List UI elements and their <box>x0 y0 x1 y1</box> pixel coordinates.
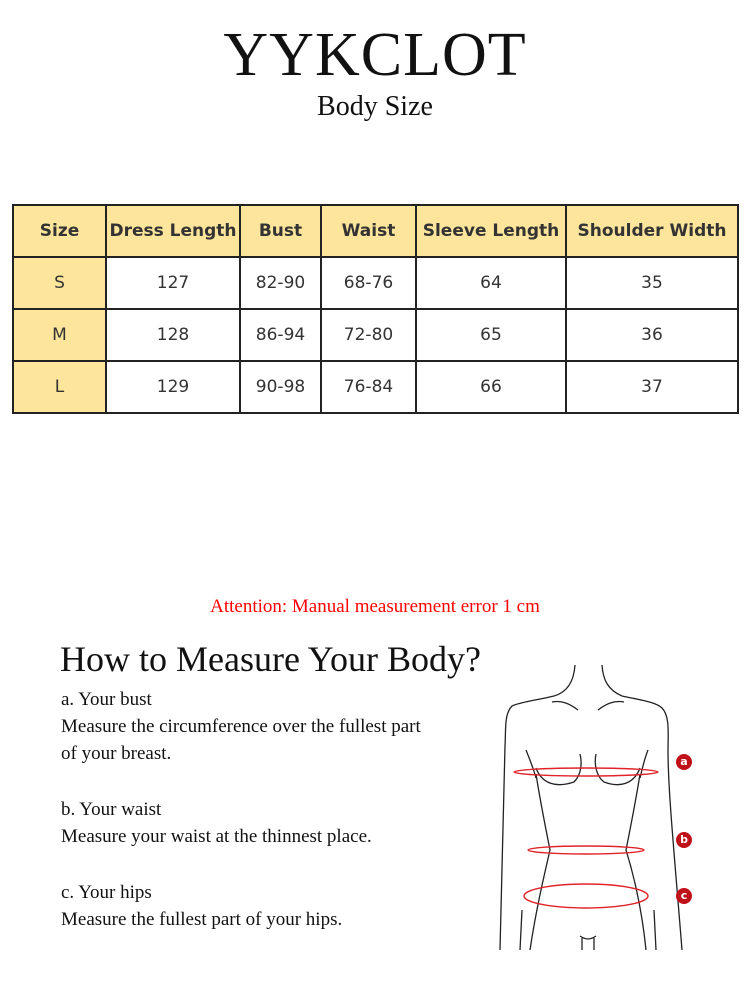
attention-note: Attention: Manual measurement error 1 cm <box>210 596 540 617</box>
hips-heading: c. Your hips <box>61 882 152 903</box>
column-header-size: Size <box>13 205 106 257</box>
bust-value: 82-90 <box>240 257 321 309</box>
column-header-shoulder-width: Shoulder Width <box>566 205 738 257</box>
bust-value: 86-94 <box>240 309 321 361</box>
body-measurement-figure <box>490 650 710 960</box>
bust-heading: a. Your bust <box>61 689 152 710</box>
bust-value: 90-98 <box>240 361 321 413</box>
column-header-sleeve-length: Sleeve Length <box>416 205 566 257</box>
table-row <box>13 257 738 309</box>
hips-instruction: Measure the fullest part of your hips. <box>61 909 343 930</box>
marker-c-icon: c <box>676 888 692 904</box>
table-header-row <box>13 205 738 257</box>
marker-b-icon: b <box>676 832 692 848</box>
dress-length-value: 128 <box>106 309 240 361</box>
column-header-waist: Waist <box>321 205 416 257</box>
table-row <box>13 309 738 361</box>
page-subtitle: Body Size <box>317 91 433 122</box>
waist-heading: b. Your waist <box>61 799 162 820</box>
dress-length-value: 127 <box>106 257 240 309</box>
waist-instruction: Measure your waist at the thinnest place. <box>61 826 372 847</box>
shoulder-width-value: 36 <box>566 309 738 361</box>
sleeve-length-value: 64 <box>416 257 566 309</box>
waist-value: 68-76 <box>321 257 416 309</box>
size-label: M <box>13 309 106 361</box>
bust-instruction-line2: of your breast. <box>61 743 172 764</box>
size-label: S <box>13 257 106 309</box>
brand-title: YYKCLOT <box>223 21 527 89</box>
table-row <box>13 361 738 413</box>
bust-instruction-line1: Measure the circumference over the fullest part <box>61 716 421 737</box>
shoulder-width-value: 37 <box>566 361 738 413</box>
body-outline-icon <box>490 650 710 960</box>
column-header-bust: Bust <box>240 205 321 257</box>
waist-value: 76-84 <box>321 361 416 413</box>
sleeve-length-value: 66 <box>416 361 566 413</box>
sleeve-length-value: 65 <box>416 309 566 361</box>
how-to-measure-title: How to Measure Your Body? <box>60 639 481 679</box>
column-header-dress-length: Dress Length <box>106 205 240 257</box>
waist-value: 72-80 <box>321 309 416 361</box>
marker-a-icon: a <box>676 754 692 770</box>
measurement-instructions <box>61 686 491 933</box>
size-chart-table <box>12 204 739 414</box>
shoulder-width-value: 35 <box>566 257 738 309</box>
size-label: L <box>13 361 106 413</box>
dress-length-value: 129 <box>106 361 240 413</box>
